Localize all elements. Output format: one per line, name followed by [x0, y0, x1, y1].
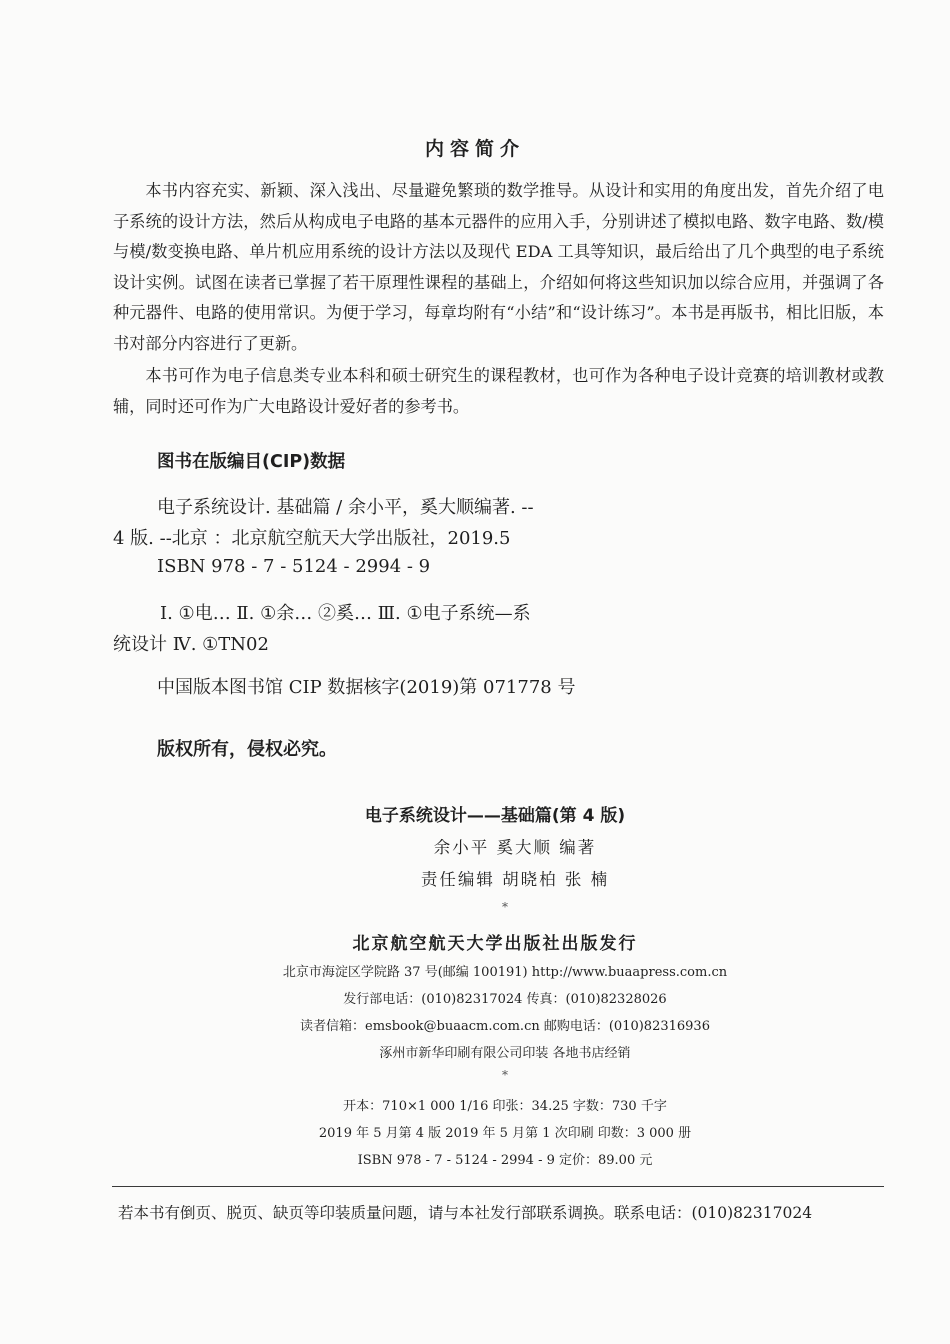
book-title: 电子系统设计——基础篇(第 4 版)	[364, 806, 626, 826]
editors: 责任编辑 胡晓柏 张 楠	[420, 870, 610, 889]
intro-paragraph-2: 本书可作为电子信息类专业本科和硕士研究生的课程教材，也可作为各种电子设计竞赛的培训教材或教辅，同时还可作为广大电路设计爱好者的参考书。	[113, 366, 884, 416]
format-specs: 开本：710×1 000 1/16 印张：34.25 字数：730 千字	[343, 1099, 667, 1114]
dept-phone: 发行部电话：(010)82317024 传真：(010)82328026	[343, 992, 667, 1007]
separator-star-2: *	[502, 1068, 508, 1082]
rights-notice: 版权所有，侵权必究。	[157, 739, 337, 760]
publisher: 北京航空航天大学出版社出版发行	[352, 934, 638, 954]
cip-record-number: 中国版本图书馆 CIP 数据核字(2019)第 071778 号	[157, 677, 576, 698]
cip-line-2: 4 版. --北京 ：北京航空航天大学出版社，2019.5	[113, 528, 511, 549]
footer-notice: 若本书有倒页、脱页、缺页等印装质量问题，请与本社发行部联系调换。联系电话：(010)82317024	[118, 1204, 813, 1222]
edition-info: 2019 年 5 月第 4 版 2019 年 5 月第 1 次印刷 印数：3 000 册	[318, 1126, 692, 1141]
cip-classification-2: 统设计 Ⅳ. ①TN02	[113, 634, 269, 655]
authors: 余小平 奚大顺 编著	[433, 838, 597, 857]
printer: 涿州市新华印刷有限公司印装 各地书店经销	[379, 1046, 631, 1061]
address: 北京市海淀区学院路 37 号(邮编 100191) http://www.buaapress.com.cn	[282, 965, 728, 980]
intro-paragraph-1: 本书内容充实、新颖、深入浅出、尽量避免繁琐的数学推导。从设计和实用的角度出发，首先介绍了电子系统的设计方法，然后从构成电子电路的基本元器件的应用入手，分别讲述了模拟电路、数字电路、数/模与模/数变换电路、单片机应用系统的设计方法以及现代 EDA 工具等知识，最后给出了几个典型的电子系统设计实例。试图在读者已掌握了若干原理性课程的基础上，介绍如何将这些知识加以综合应用，并强调了各种元器件、电路的使用常识。为便于学习，每章均附有“小结”和“设计练习”。本书是再版书，相比旧版，本书对部分内容进行了更新。	[113, 181, 884, 353]
separator-star-1: *	[502, 900, 508, 914]
cip-isbn: ISBN 978 - 7 - 5124 - 2994 - 9	[157, 556, 431, 577]
intro-text	[113, 176, 884, 422]
reader-mail: 读者信箱：emsbook@buaacm.com.cn 邮购电话：(010)82316936	[300, 1019, 710, 1034]
cip-classification-1: Ⅰ. ①电… Ⅱ. ①余… ②奚… Ⅲ. ①电子系统—系	[160, 603, 531, 624]
section-title: 内容简介	[424, 138, 525, 160]
isbn-price: ISBN 978 - 7 - 5124 - 2994 - 9 定价：89.00 元	[357, 1153, 653, 1168]
footer-divider	[112, 1186, 884, 1187]
cip-line-1: 电子系统设计. 基础篇 / 余小平，奚大顺编著. --	[157, 497, 534, 518]
cip-heading: 图书在版编目(CIP)数据	[157, 452, 346, 472]
